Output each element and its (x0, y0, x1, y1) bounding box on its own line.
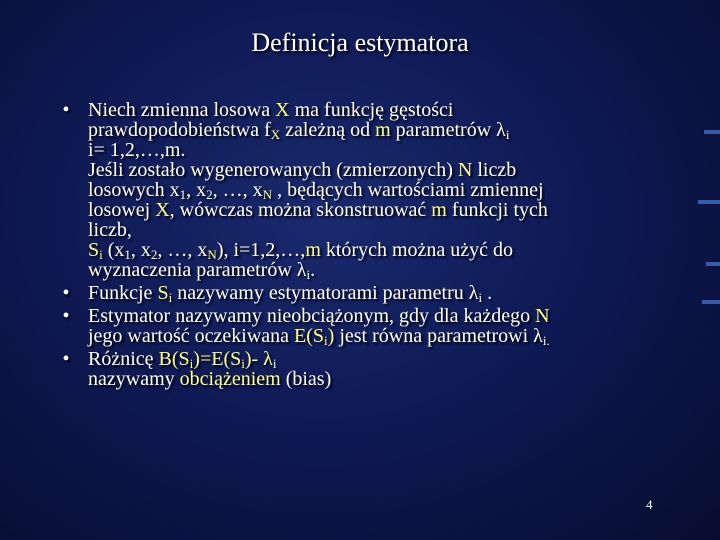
text-line: losowej X, wówczas można skonstruować m funkcji tych (88, 199, 548, 221)
text-line: i= 1,2,…,m. (88, 139, 186, 161)
text-line: losowych $x_1$, $x_2$, …, $x_N$ , będących wartościami zmiennej (88, 179, 544, 202)
text-line: nazywamy obciążeniem (bias) (88, 368, 332, 390)
text-line: liczb, (88, 219, 132, 241)
text-line: jego wartość oczekiwana $E(S_i)$ jest równa parametrowi $\lambda_{i.}$ (88, 325, 550, 348)
text-line: Niech zmienna losowa X ma funkcję gęstości (88, 99, 454, 121)
bullet-item (58, 100, 678, 280)
slide-content (58, 100, 678, 389)
bullet-item (58, 349, 678, 389)
bullet-marker: • (62, 282, 70, 304)
decorative-bar (706, 262, 720, 266)
bullet-marker: • (62, 305, 70, 327)
bullet-item (58, 306, 678, 346)
bullet-item (58, 283, 678, 303)
text-line: Funkcje $S_i$ nazywamy estymatorami parametru $\lambda_i$ . (88, 282, 493, 305)
decorative-bar (702, 300, 720, 304)
bullet-marker: • (62, 99, 70, 121)
text-line: Jeśli zostało wygenerowanych (zmierzonych) N liczb (88, 159, 517, 181)
decorative-bar (698, 200, 720, 204)
text-line: $S_i$ ($x_1$, $x_2$, …, $x_N$), i=1,2,…,m których można użyć do (88, 239, 514, 262)
text-line: prawdopodobieństwa $f_X$ zależną od m parametrów $\lambda_i$ (88, 119, 510, 142)
page-number: 4 (646, 497, 653, 512)
bullet-marker: • (62, 348, 70, 370)
text-line: wyznaczenia parametrów $\lambda_i$. (88, 259, 316, 282)
text-line: Różnicę $B(S_i)=E(S_i)-$ $\lambda_i$ (88, 348, 277, 371)
slide-title: Definicja estymatora (251, 28, 469, 57)
text-line: Estymator nazywamy nieobciążonym, gdy dla każdego N (88, 305, 550, 327)
decorative-bar (704, 130, 720, 134)
